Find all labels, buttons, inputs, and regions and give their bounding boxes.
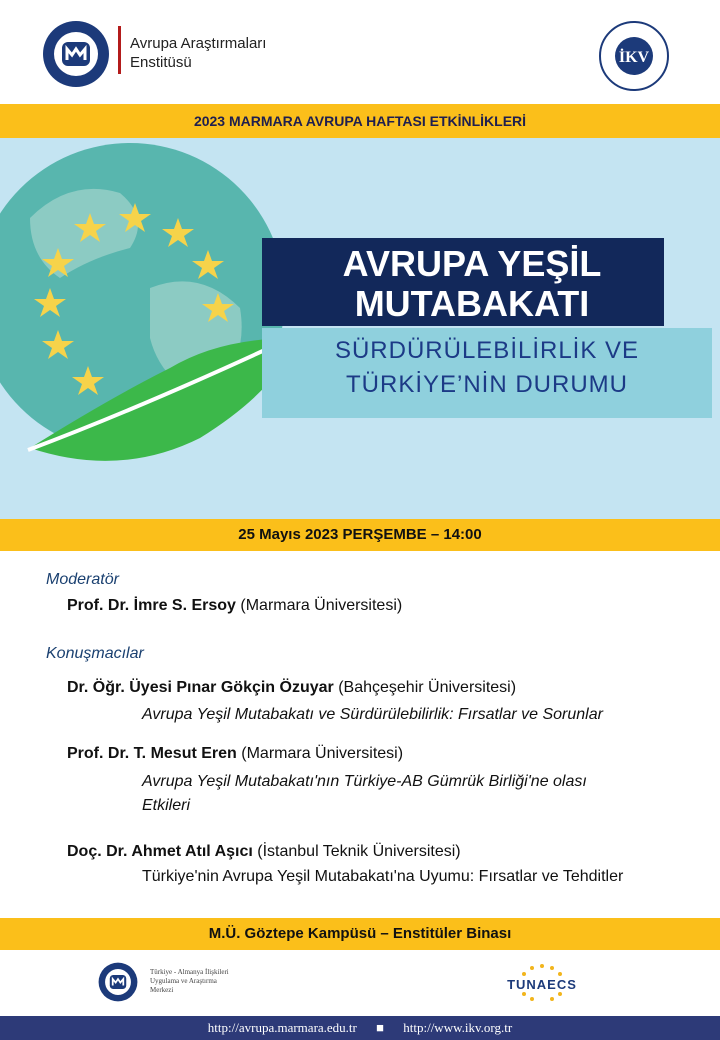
marmara-university-logo <box>42 20 110 88</box>
tunaecs-logo <box>490 962 600 1002</box>
institute-name-line1: Avrupa Araştırmaları <box>130 35 267 52</box>
research-center-name <box>150 968 250 995</box>
moderator-heading: Moderatör <box>46 571 119 588</box>
link-separator: ■ <box>376 1020 384 1035</box>
links-bar <box>0 1016 720 1040</box>
moderator-name: Prof. Dr. İmre S. Ersoy <box>67 597 236 614</box>
speaker-affiliation: (Bahçeşehir Üniversitesi) <box>333 679 517 696</box>
ikv-logo <box>598 20 670 92</box>
logo-divider <box>118 26 121 74</box>
speaker-affiliation: (Marmara Üniversitesi) <box>236 745 404 762</box>
tunaecs-wordmark: TUNAECS <box>507 977 577 992</box>
event-title-line1: AVRUPA YEŞİL <box>342 243 602 284</box>
speaker-entry <box>67 745 403 763</box>
event-subtitle <box>262 334 712 402</box>
talk-title-line1: Avrupa Yeşil Mutabakatı'nın Türkiye-AB Gümrük Birliği'ne olası <box>142 773 587 790</box>
venue-banner: M.Ü. Göztepe Kampüsü – Enstitüler Binası <box>0 918 720 950</box>
talk-title: Türkiye'nin Avrupa Yeşil Mutabakatı'na Uyumu: Fırsatlar ve Tehditler <box>142 868 624 885</box>
speaker-name: Dr. Öğr. Üyesi Pınar Gökçin Özuyar <box>67 679 334 696</box>
speaker-entry <box>67 843 461 861</box>
hero-banner <box>0 138 720 519</box>
talk-title <box>142 770 682 818</box>
event-title <box>262 244 682 324</box>
institute-website-link[interactable]: http://avrupa.marmara.edu.tr <box>207 1020 357 1035</box>
event-subtitle-line2: TÜRKİYE’NİN DURUMU <box>346 371 628 398</box>
moderator-affiliation: (Marmara Üniversitesi) <box>235 597 403 614</box>
talk-title-line2: Etkileri <box>142 797 191 814</box>
marmara-university-small-logo <box>98 962 138 1002</box>
speakers-heading: Konuşmacılar <box>46 645 144 662</box>
speaker-name: Doç. Dr. Ahmet Atıl Aşıcı <box>67 843 253 860</box>
ikv-website-link[interactable]: http://www.ikv.org.tr <box>403 1020 513 1035</box>
talk-title: Avrupa Yeşil Mutabakatı ve Sürdürülebilirlik: Fırsatlar ve Sorunlar <box>142 706 603 723</box>
research-center-line2: Uygulama ve Araştırma <box>150 977 217 985</box>
event-title-line2: MUTABAKATI <box>354 283 590 324</box>
event-subtitle-line1: SÜRDÜRÜLEBİLİRLİK VE <box>334 337 640 364</box>
speaker-name: Prof. Dr. T. Mesut Eren <box>67 745 237 762</box>
moderator-entry <box>67 597 402 615</box>
institute-name-line2: Enstitüsü <box>130 54 192 71</box>
speaker-affiliation: (İstanbul Teknik Üniversitesi) <box>252 843 461 860</box>
research-center-line3: Merkezi <box>150 986 174 994</box>
event-series-banner: 2023 MARMARA AVRUPA HAFTASI ETKİNLİKLERİ <box>0 104 720 138</box>
institute-name <box>130 34 266 72</box>
ikv-logo-mark: İKV <box>618 49 650 66</box>
speaker-entry <box>67 679 516 697</box>
date-banner: 25 Mayıs 2023 PERŞEMBE – 14:00 <box>0 519 720 551</box>
research-center-line1: Türkiye - Almanya İlişkileri <box>150 968 229 976</box>
